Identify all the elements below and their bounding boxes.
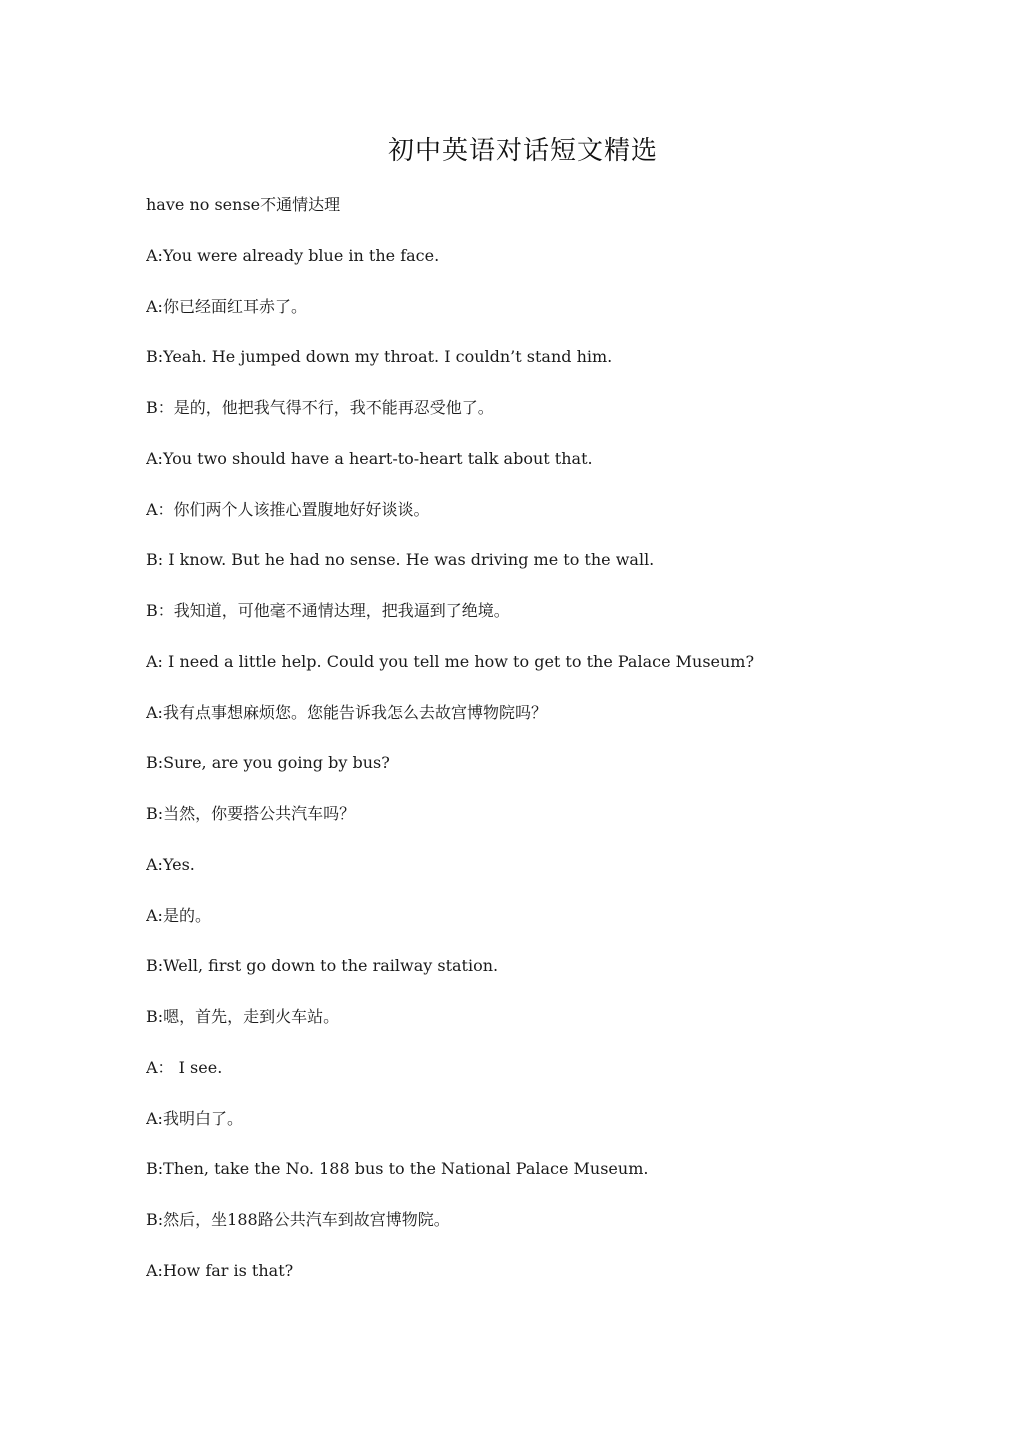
dialogue-line: B:嗯，首先，走到火车站。: [146, 1007, 340, 1026]
dialogue-line: A:我有点事想麻烦您。您能告诉我怎么去故宫博物院吗？: [146, 702, 547, 722]
dialogue-line: A:You two should have a heart-to-heart talk about that.: [146, 448, 593, 468]
dialogue-line: B:Then, take the No. 188 bus to the National Palace Museum.: [146, 1159, 649, 1179]
dialogue-line: B：我知道，可他毫不通情达理，把我逼到了绝境。: [146, 601, 510, 620]
dialogue-line: A:Yes.: [146, 854, 195, 874]
dialogue-line: B: I know. But he had no sense. He was driving me to the wall.: [146, 550, 655, 570]
dialogue-line: A:How far is that?: [146, 1260, 294, 1280]
dialogue-line: A:You were already blue in the face.: [146, 245, 440, 265]
dialogue-line: B：是的，他把我气得不行，我不能再忍受他了。: [146, 398, 494, 417]
dialogue-lines: [146, 192, 906, 1309]
dialogue-line: B:当然，你要搭公共汽车吗？: [146, 804, 356, 823]
dialogue-line: B:然后，坐188路公共汽车到故宫博物院。: [146, 1210, 450, 1229]
dialogue-line: A:你已经面红耳赤了。: [146, 296, 307, 316]
dialogue-line: B:Well, first go down to the railway station.: [146, 956, 499, 976]
dialogue-line: A： I see.: [146, 1057, 223, 1077]
dialogue-line: B:Yeah. He jumped down my throat. I couldn’t stand him.: [146, 347, 613, 367]
dialogue-line: A：你们两个人该推心置腹地好好谈谈。: [146, 499, 430, 519]
dialogue-line: A: I need a little help. Could you tell me how to get to the Palace Museum?: [146, 651, 755, 671]
dialogue-line: A:是的。: [146, 905, 211, 925]
dialogue-line: have no sense不通情达理: [146, 195, 341, 214]
dialogue-line: A:我明白了。: [146, 1108, 243, 1128]
dialogue-line: B:Sure, are you going by bus?: [146, 753, 390, 773]
document-title: 初中英语对话短文精选: [387, 136, 658, 166]
